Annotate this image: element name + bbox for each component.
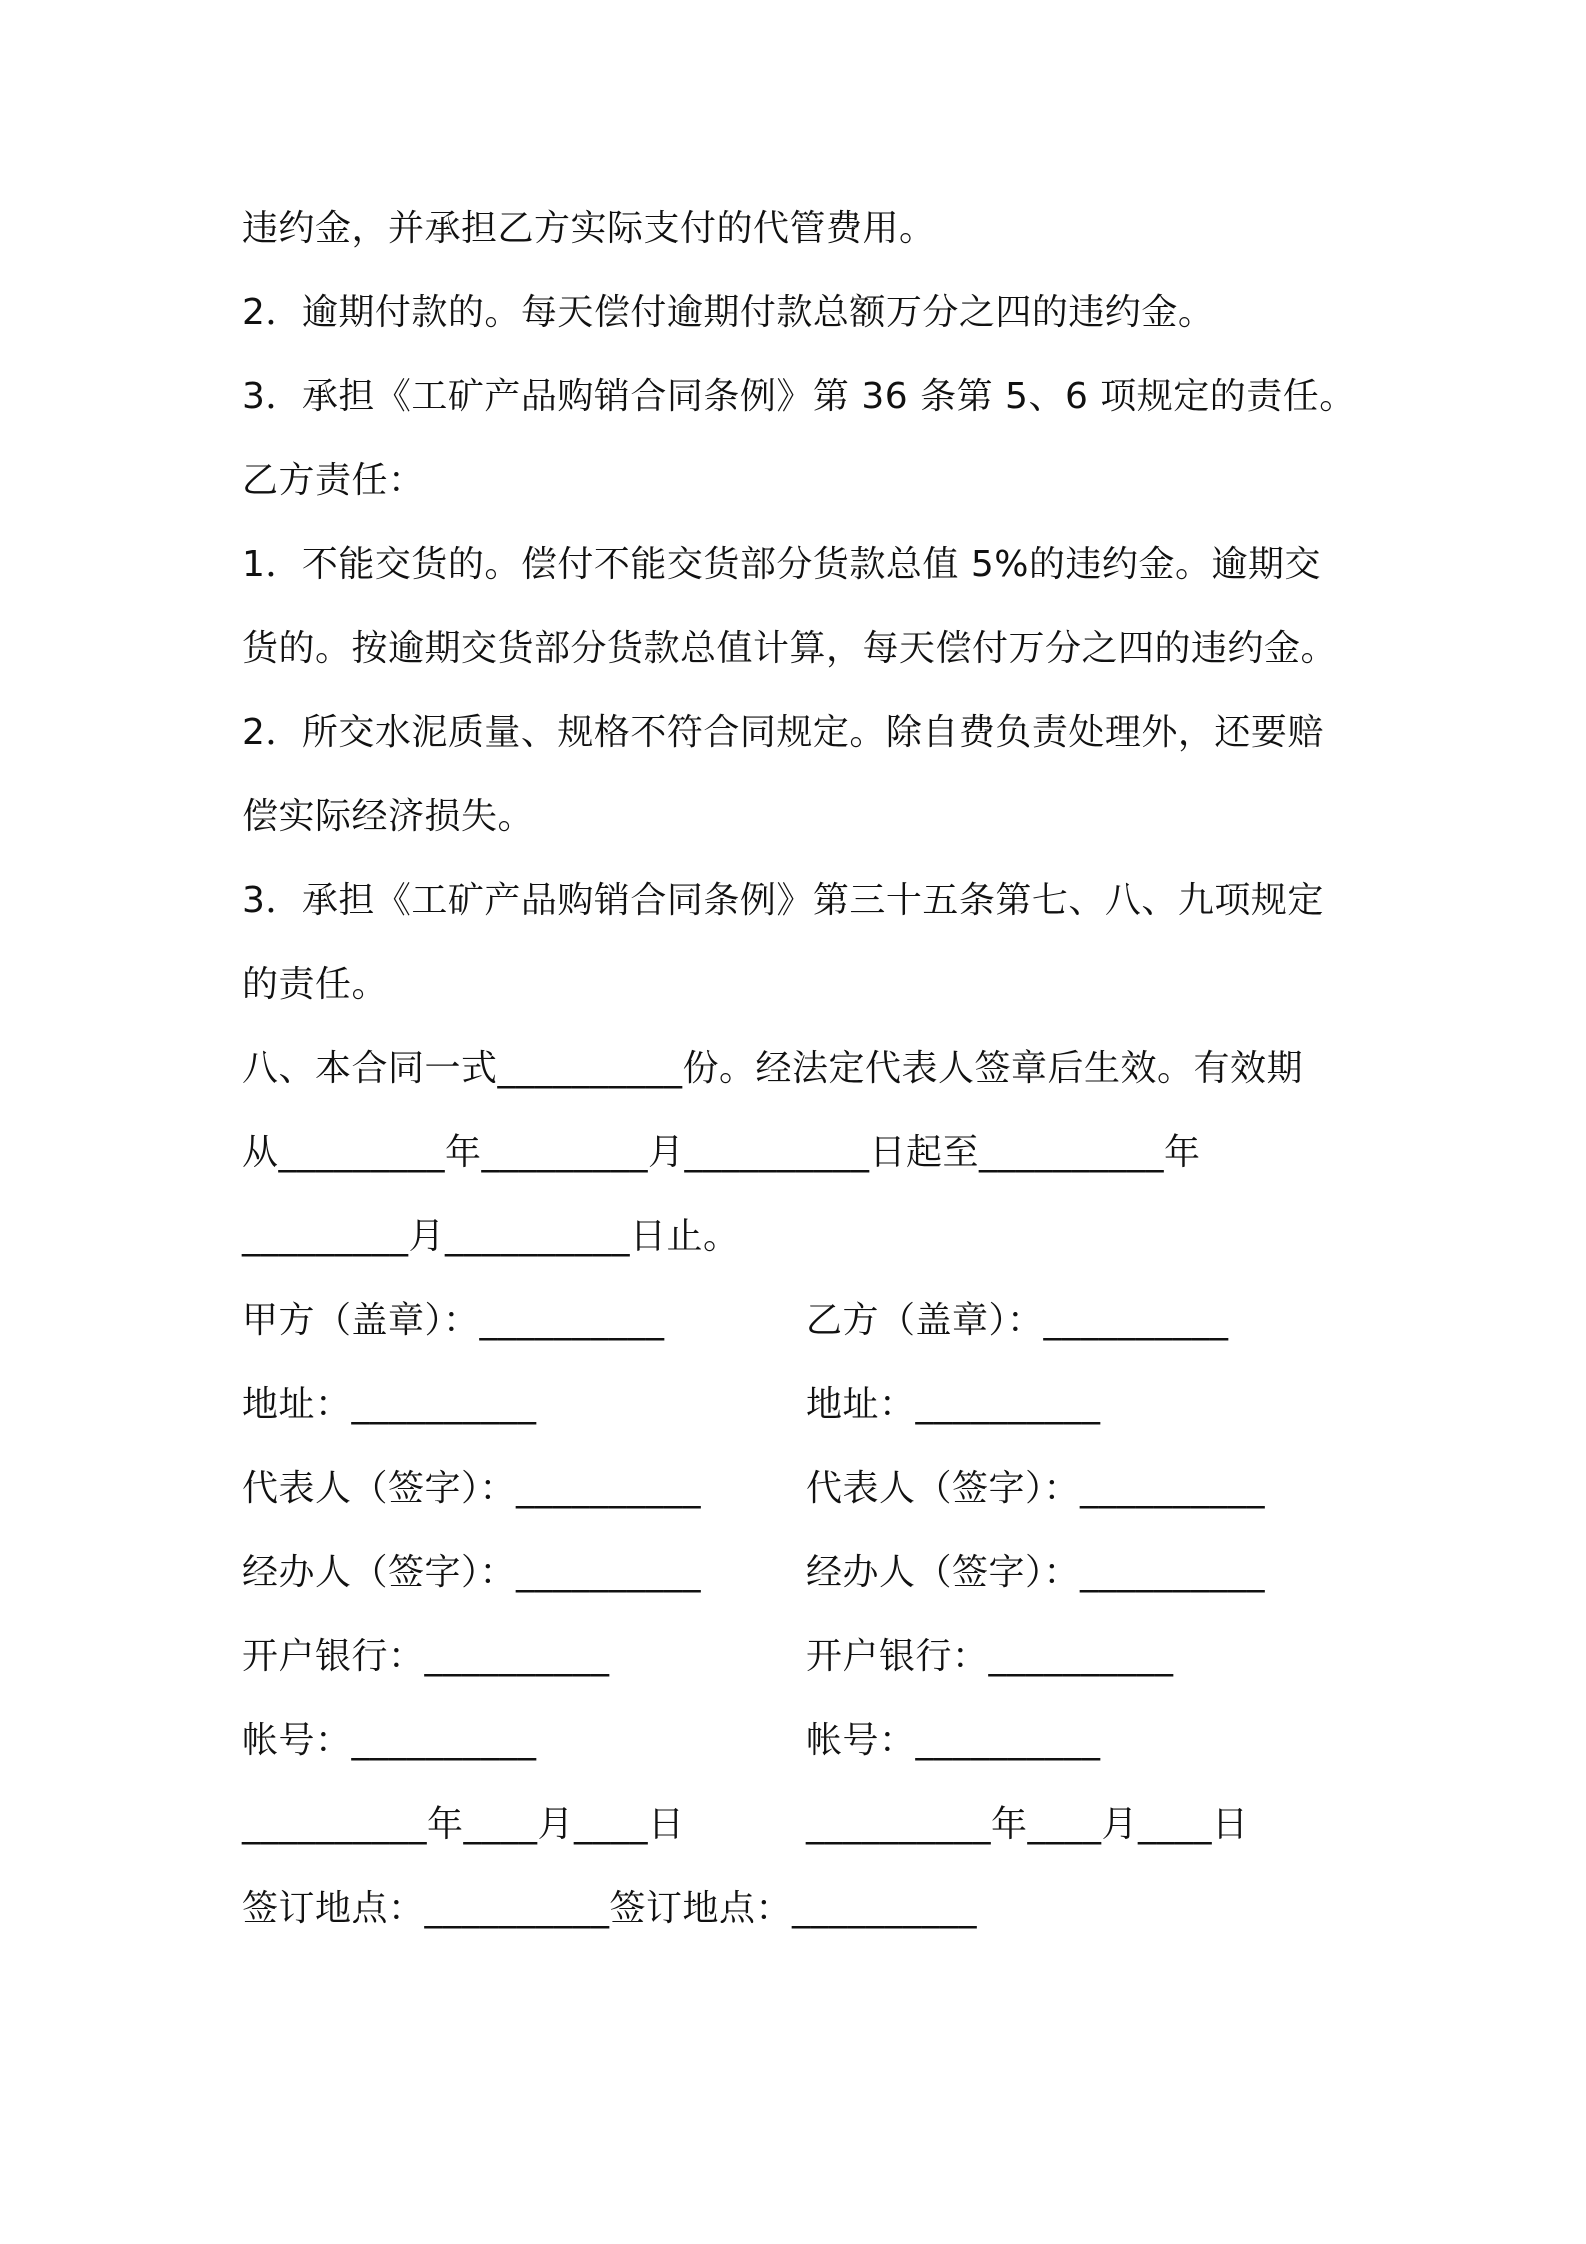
paragraph-line: 违约金，并承担乙方实际支付的代管费用。 xyxy=(242,208,936,249)
section-heading: 乙方责任： xyxy=(242,460,425,501)
party-a-bank: 开户银行：__________ xyxy=(242,1636,610,1677)
paragraph-line: 1．不能交货的。偿付不能交货部分货款总值 5%的违约金。逾期交 xyxy=(242,544,1321,585)
paragraph-line: 八、本合同一式__________份。经法定代表人签章后生效。有效期 xyxy=(242,1048,1304,1089)
paragraph-line: 货的。按逾期交货部分货款总值计算，每天偿付万分之四的违约金。 xyxy=(242,628,1338,669)
party-b-agent: 经办人（签字）：__________ xyxy=(806,1552,1266,1593)
paragraph-line: _________月__________日止。 xyxy=(242,1216,740,1257)
party-b-seal: 乙方（盖章）：__________ xyxy=(806,1300,1229,1341)
party-b-date: __________年____月____日 xyxy=(806,1804,1249,1845)
signing-place: 签订地点：__________签订地点：__________ xyxy=(242,1888,978,1929)
paragraph-line: 3．承担《工矿产品购销合同条例》第 36 条第 5、6 项规定的责任。 xyxy=(242,376,1356,417)
party-a-account: 帐号：__________ xyxy=(242,1720,537,1761)
paragraph-line: 2．所交水泥质量、规格不符合同规定。除自费负责处理外，还要赔 xyxy=(242,712,1324,753)
paragraph-line: 从_________年_________月__________日起至__________年 xyxy=(242,1132,1201,1173)
paragraph-line: 偿实际经济损失。 xyxy=(242,796,535,837)
party-a-date: __________年____月____日 xyxy=(242,1804,685,1845)
paragraph-line: 的责任。 xyxy=(242,964,389,1005)
party-a-representative: 代表人（签字）：__________ xyxy=(242,1468,702,1509)
party-a-seal: 甲方（盖章）：__________ xyxy=(242,1300,665,1341)
paragraph-line: 2．逾期付款的。每天偿付逾期付款总额万分之四的违约金。 xyxy=(242,292,1215,333)
party-b-bank: 开户银行：__________ xyxy=(806,1636,1174,1677)
party-b-address: 地址：__________ xyxy=(806,1384,1101,1425)
party-a-address: 地址：__________ xyxy=(242,1384,537,1425)
party-b-account: 帐号：__________ xyxy=(806,1720,1101,1761)
party-b-representative: 代表人（签字）：__________ xyxy=(806,1468,1266,1509)
paragraph-line: 3．承担《工矿产品购销合同条例》第三十五条第七、八、九项规定 xyxy=(242,880,1324,921)
party-a-agent: 经办人（签字）：__________ xyxy=(242,1552,702,1593)
